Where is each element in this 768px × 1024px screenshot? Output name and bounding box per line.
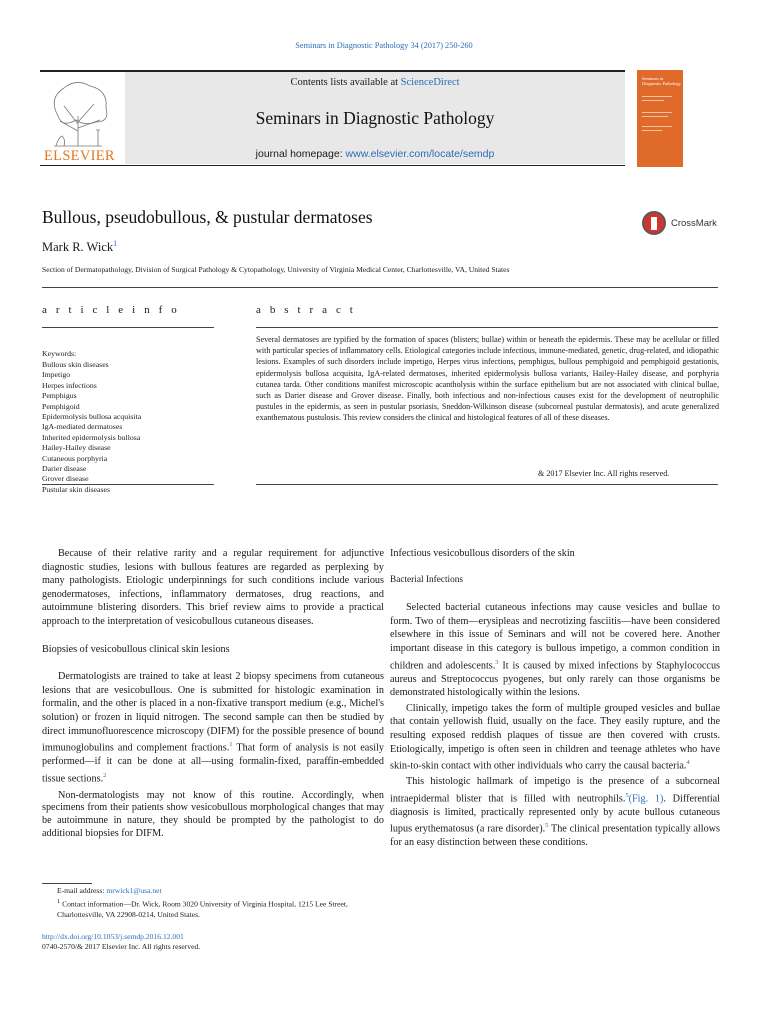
reference-link[interactable]: 4 (686, 759, 690, 767)
article-info-rule (42, 327, 214, 328)
journal-citation[interactable]: Seminars in Diagnostic Pathology 34 (2017) 250-260 (295, 41, 473, 50)
cover-line (642, 116, 668, 117)
subsection-heading-bacterial: Bacterial Infections (390, 574, 464, 585)
keyword-item: Pemphigus (42, 391, 77, 401)
paragraph-text: The clinical presentation typically allows for an easy distinction between these conditions. (390, 823, 720, 849)
keyword-item: Grover disease (42, 474, 89, 484)
doi-link[interactable]: http://dx.doi.org/10.1053/j.semdp.2016.12.001 (42, 932, 184, 941)
article-title: Bullous, pseudobullous, & pustular dermatoses (42, 207, 373, 227)
reference-link[interactable]: 3 (495, 658, 499, 666)
abstract-bottom-rule (256, 484, 718, 485)
bacterial-paragraph (390, 601, 720, 700)
keyword-item: Epidermolysis bullosa acquisita (42, 412, 142, 422)
abstract-text: Several dermatoses are typified by the formation of spaces (blisters; bullae) within or beneath the epidermis. These may be acellular or filled with particular species of inflammatory cells. Etiological categories include infectious, immune-mediated, genetic, drug-related, and idiopathic lesions. Examples of such disorders include impetigo, Herpes virus infections, pemphigus, bullous pemphigoid and pemphigoid gestationis, epidermolysis bullosa acquisita, IgA-related dermatoses, inherited epidermolysis bullosa variants, Hailey-Hailey disease, and porphyria cutanea tarda. Other conditions manifest microscopic acantholysis within the surface epithelium but are not associated with clinical bullae, such as Darier disease and Grover disease. Finally, both infectious and non-infectious causes exist for the development of neutrophilic pustules in the epidermis, as seen in pustular psoriasis, Sneddon-Wilkinson disease (subcorneal pustular dermatosis), and acute generalized exanthematous pustulosis. This review considers the clinical and histological features of all of these diseases. (256, 335, 719, 423)
keyword-item: Bullous skin diseases (42, 360, 109, 369)
contents-prefix: Contents lists available at (290, 77, 401, 88)
keyword-item: Inherited epidermolysis bullosa (42, 432, 141, 442)
keyword-item: Impetigo (42, 370, 71, 380)
reference-link[interactable]: 5 (625, 791, 629, 799)
homepage-line (125, 148, 625, 160)
keyword-item: IgA-mediated dermatoses (42, 422, 123, 432)
section-rule (42, 287, 718, 288)
biopsies-paragraph (42, 670, 384, 786)
journal-masthead (40, 70, 625, 167)
paragraph-text: This histologic hallmark of impetigo is the presence of a subcorneal intraepidermal blister that is filled with neutrophils. (390, 776, 720, 805)
paragraph-text: Dermatologists are trained to take at least 2 biopsy specimens from cutaneous lesions that are vesicobullous. One is submitted for histologic examination in formalin, and the other is placed in a non-fixative transport medium (e.g., Michel's solution) or frozen in liquid nitrogen. The second sample can then be studied by direct immunofluorescence microscopy (DIFM) for the possible presence of bound immunoglobulins and complement fractions. (42, 671, 384, 754)
contents-line (125, 77, 625, 88)
section-heading-infectious: Infectious vesicobullous disorders of the skin (390, 548, 575, 559)
keyword-item: Hailey-Hailey disease (42, 443, 111, 453)
contact-footnote-mark: 1 (57, 897, 61, 905)
paragraph-text: . Differential diagnosis is limited, practically represented only by acute bullous cutaneous lupus erythematosus (a rare disorder). (390, 793, 721, 835)
intro-paragraph: Because of their relative rarity and a regular requirement for adjunctive diagnostic studies, lesions with bullous features are regarded as perplexing by many pathologists. Etiologic underpinnings for such conditions include various genodermatoses, infections, inflammatory dermatoses, drug reactions, and autoimmune blistering disorders. This brief review aims to provide a practical approach to the interpretation of vesicobullous cutaneous diseases. (42, 548, 384, 627)
histologic-paragraph (390, 775, 720, 850)
author-footnote-ref[interactable]: 1 (113, 239, 118, 248)
email-label: E-mail address: (57, 886, 107, 895)
clinical-paragraph (390, 702, 720, 773)
abstract-heading: a b s t r a c t (256, 304, 356, 316)
paragraph-text: Clinically, impetigo takes the form of multiple grouped vesicles and bullae that contain yellowish fluid, usually on the face. They easily rupture, and the resulting exposed reddish plaques of tissue are then covered with crusts. Etiologically, impetigo is often seen in children and teenage athletes who have skin-to-skin contact with other individuals who carry the causal bacteria. (390, 702, 720, 772)
cover-line (642, 126, 672, 127)
section-heading-biopsies: Biopsies of vesicobullous clinical skin lesions (42, 643, 230, 655)
body-right-column (390, 547, 720, 850)
article-info-heading: a r t i c l e i n f o (42, 304, 180, 316)
keywords-list (42, 360, 141, 495)
homepage-link[interactable]: www.elsevier.com/locate/semdp (345, 148, 495, 160)
keywords-label: Keywords: (42, 349, 77, 358)
crossmark-icon (642, 211, 666, 235)
journal-title: Seminars in Diagnostic Pathology (255, 108, 495, 128)
author-name: Mark R. Wick (42, 240, 114, 255)
contact-footnote (42, 897, 387, 921)
journal-cover-thumbnail[interactable] (637, 70, 683, 167)
cover-line (642, 130, 662, 131)
dermatologists-paragraph: Non-dermatologists may not know of this routine. Accordingly, when specimens from their patients show vesicobullous morphological changes that may be autoimmune in nature, they should be prompted by the pathologist to do additional biopsies for DIFM. (42, 789, 384, 840)
crossmark-label: CrossMark (671, 218, 717, 229)
abstract-copyright: & 2017 Elsevier Inc. All rights reserved. (538, 469, 670, 478)
cover-title: Seminars in Diagnostic Pathology (642, 76, 681, 86)
footnotes (42, 886, 387, 921)
footnote-rule (42, 883, 92, 884)
body-left-column (42, 547, 384, 841)
reference-link[interactable]: 1 (229, 741, 233, 749)
email-footnote (42, 886, 387, 897)
issn-line: 0740-2570/& 2017 Elsevier Inc. All rights reserved. (42, 942, 201, 951)
masthead-bottom-rule (40, 165, 625, 166)
cover-line (642, 100, 664, 101)
cover-line (642, 96, 672, 97)
paragraph-text: Selected bacterial cutaneous infections may cause vesicles and bullae to form. Two of them—erysipleas and necrotizing fasciitis—have been considered elsewhere in this issue of Seminars and will not be covered here. Another important disease in this category is bullous impetigo, a common condition in children and adolescents. (390, 602, 720, 671)
homepage-prefix: journal homepage: (255, 148, 346, 160)
figure-link[interactable]: (Fig. 1) (628, 793, 664, 805)
elsevier-wordmark: ELSEVIER (44, 148, 115, 164)
paragraph-text: It is caused by mixed infections by Staphylococcus aureus and Streptococcus pyogenes, but only rarely can those organisms be demonstrated histologically within the lesions. (390, 659, 721, 699)
reference-link[interactable]: 5 (545, 822, 549, 830)
article-info-bottom-rule (42, 484, 214, 485)
reference-link[interactable]: 2 (103, 771, 107, 779)
keyword-item: Pemphigoid (42, 401, 80, 411)
abstract-rule (256, 327, 718, 328)
contact-text: Contact information—Dr. Wick, Room 3020 University of Virginia Hospital, 1215 Lee Street, Charlottesville, VA 22908-0214, United States. (57, 899, 348, 920)
author-line (42, 239, 117, 255)
keyword-item: Cutaneous porphyria (42, 453, 108, 463)
paragraph-text: That form of analysis is not easily performed—if it can be done at all—using formalin-fixed, paraffin-embedded tissue sections. (42, 742, 385, 785)
keyword-item: Herpes infections (42, 380, 97, 390)
sciencedirect-link[interactable]: ScienceDirect (400, 77, 460, 88)
keyword-item: Pustular skin diseases (42, 484, 111, 494)
cover-line (642, 112, 672, 113)
crossmark-badge[interactable] (642, 209, 732, 243)
email-link[interactable]: mrwick1@usa.net (106, 886, 162, 895)
author-affiliation: Section of Dermatopathology, Division of Surgical Pathology & Cytopathology, University of Virginia Medical Center, Charlottesville, VA, United States (42, 265, 510, 274)
keyword-item: Darier disease (42, 464, 87, 474)
